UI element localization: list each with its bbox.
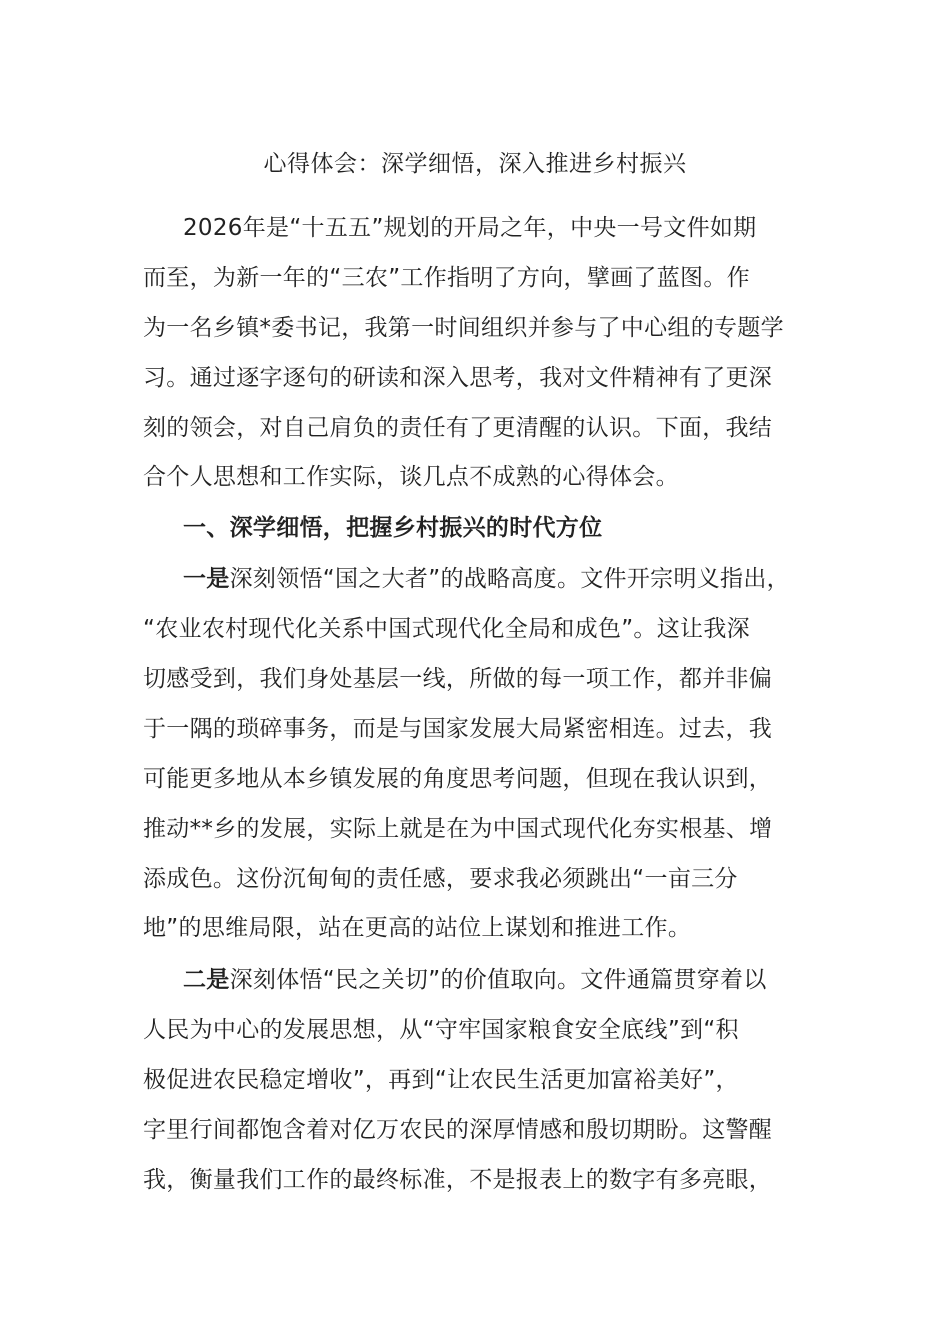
point-line: 添成色。这份沉甸甸的责任感，要求我必须跳出“一亩三分 (143, 866, 738, 892)
intro-line: 为一名乡镇*委书记，我第一时间组织并参与了中心组的专题学 (143, 315, 784, 341)
intro-line: 2026年是“十五五”规划的开局之年，中央一号文件如期 (183, 215, 757, 241)
intro-line: 习。通过逐字逐句的研读和深入思考，我对文件精神有了更深 (143, 365, 773, 391)
point-paragraph-first-line (183, 563, 790, 595)
point-line: 字里行间都饱含着对亿万农民的深厚情感和殷切期盼。这警醒 (143, 1117, 773, 1143)
point-lead: 一是 (183, 566, 230, 592)
point-line: 极促进农民稳定增收”，再到“让农民生活更加富裕美好”， (143, 1067, 739, 1093)
point-line: 人民为中心的发展思想，从“守牢国家粮食安全底线”到“积 (143, 1017, 739, 1043)
point-paragraph-first-line (183, 964, 767, 996)
document-title: 心得体会：深学细悟，深入推进乡村振兴 (263, 151, 687, 177)
point-lead: 二是 (183, 967, 230, 993)
intro-line: 合个人思想和工作实际，谈几点不成熟的心得体会。 (143, 464, 679, 490)
point-line: 推动**乡的发展，实际上就是在为中国式现代化夯实根基、增 (143, 816, 773, 842)
point-line: 我，衡量我们工作的最终标准，不是报表上的数字有多亮眼， (143, 1167, 773, 1193)
intro-line: 刻的领会，对自己肩负的责任有了更清醒的认识。下面，我结 (143, 415, 773, 441)
point-line: 切感受到，我们身处基层一线，所做的每一项工作，都并非偏 (143, 666, 773, 692)
section-heading: 一、深学细悟，把握乡村振兴的时代方位 (183, 515, 603, 541)
point-text: 深刻体悟“民之关切”的价值取向。文件通篇贯穿着以 (229, 967, 767, 993)
point-line: 可能更多地从本乡镇发展的角度思考问题，但现在我认识到， (143, 766, 773, 792)
intro-line: 而至，为新一年的“三农”工作指明了方向，擘画了蓝图。作 (143, 265, 750, 291)
point-line: 于一隅的琐碎事务，而是与国家发展大局紧密相连。过去，我 (143, 716, 773, 742)
point-line: 地”的思维局限，站在更高的站位上谋划和推进工作。 (143, 915, 692, 941)
point-line: “农业农村现代化关系中国式现代化全局和成色”。这让我深 (143, 616, 750, 642)
point-text: 深刻领悟“国之大者”的战略高度。文件开宗明义指出， (229, 566, 790, 592)
